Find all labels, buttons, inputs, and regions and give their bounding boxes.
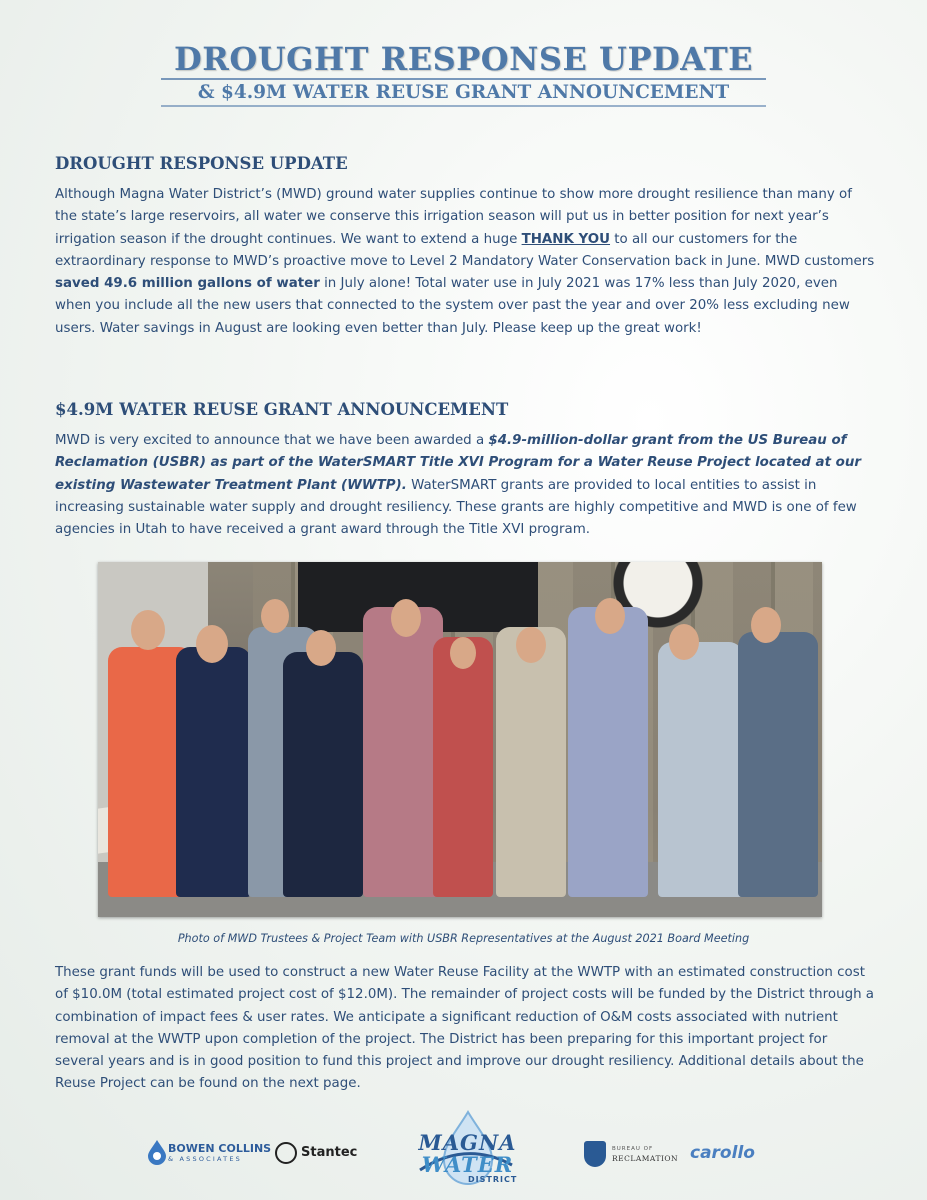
photo-person bbox=[568, 607, 648, 897]
bowen-collins-logo: BOWEN COLLINS bbox=[168, 1142, 272, 1155]
grant-paragraph bbox=[55, 430, 875, 541]
district-wordmark: DISTRICT bbox=[468, 1175, 518, 1184]
magna-water-logo bbox=[410, 1110, 525, 1190]
banner-divider bbox=[161, 78, 766, 80]
photo-person-head bbox=[516, 627, 546, 663]
photo-person-head bbox=[391, 599, 421, 637]
bowen-collins-drop-icon bbox=[146, 1139, 168, 1165]
grant-text-2: WaterSMART grants are provided to local entities to assist in increasing sustainable water supply and drought resiliency. These grants are highly competitive and MWD is one of few agencies in Utah to have received a grant award through the Title XVI program. bbox=[55, 477, 857, 538]
thank-you-text: THANK YOU bbox=[521, 231, 611, 247]
grant-award-text: $4.9-million-dollar grant from the US Bureau of Reclamation (USBR) as part of the WaterSMART Title XVI Program for a Water Reuse Project located at our existing Wastewater Treatment Plant (WWTP). bbox=[55, 433, 861, 493]
funding-paragraph: These grant funds will be used to construct a new Water Reuse Facility at the WWTP with an estimated construction cost of $10.0M (total estimated project cost of $12.0M). The remainder of project costs will be funded by the District through a combination of impact fees & user rates. We anticipate a significant reduction of O&M costs associated with nutrient removal at the WWTP upon completion of the project. The District has been preparing for this important project for several years and is in good position to fund this project and improve our drought resiliency. Additional details about the Reuse Project can be found on the next page. bbox=[55, 965, 875, 1092]
photo-person bbox=[433, 637, 493, 897]
grant-heading: $4.9M WATER REUSE GRANT ANNOUNCEMENT bbox=[55, 400, 509, 419]
magna-wordmark: MAGNA bbox=[418, 1130, 517, 1155]
grant-text-1: MWD is very excited to announce that we have been awarded a bbox=[55, 433, 489, 448]
photo-person-head bbox=[751, 607, 781, 643]
partner-logos bbox=[0, 1105, 927, 1195]
photo-person bbox=[283, 652, 363, 897]
photo-person-head bbox=[669, 624, 699, 660]
photo-person bbox=[738, 632, 818, 897]
photo-person-head bbox=[595, 598, 625, 634]
team-photo bbox=[98, 562, 822, 917]
photo-person-head bbox=[196, 625, 228, 663]
photo-person bbox=[176, 647, 251, 897]
drought-paragraph bbox=[55, 184, 875, 340]
banner-title: DROUGHT RESPONSE UPDATE bbox=[173, 40, 754, 78]
drought-text-1: Although Magna Water District’s (MWD) ground water supplies continue to show more drought resilience than many of the state’s large reservoirs, all water we conserve this irrigation season will put us in better position for next year’s irrigation season if the drought continues. We want to extend a huge bbox=[55, 187, 852, 247]
reclamation-logo-top: BUREAU OF bbox=[612, 1146, 654, 1152]
photo-person-head bbox=[261, 599, 289, 633]
saved-gallons-text: saved 49.6 million gallons of water bbox=[55, 276, 320, 292]
stantec-icon bbox=[275, 1142, 297, 1164]
reclamation-logo: RECLAMATION bbox=[612, 1154, 679, 1163]
banner-divider-lower bbox=[161, 105, 766, 107]
photo-person-head bbox=[131, 610, 165, 650]
carollo-logo: carollo bbox=[690, 1143, 755, 1163]
photo-caption: Photo of MWD Trustees & Project Team with USBR Representatives at the August 2021 Board Meeting bbox=[177, 932, 750, 945]
bowen-collins-sub: & ASSOCIATES bbox=[168, 1155, 242, 1163]
water-wordmark: WATER bbox=[421, 1152, 514, 1177]
drought-text-2: to all our customers for the extraordinary response to MWD’s proactive move to Level 2 Mandatory Water Conservation back in June. MWD customers bbox=[55, 231, 875, 269]
stantec-logo: Stantec bbox=[301, 1145, 358, 1160]
photo-person-head bbox=[450, 637, 476, 669]
photo-person bbox=[658, 642, 743, 897]
reclamation-badge-icon bbox=[584, 1141, 606, 1167]
drought-heading: DROUGHT RESPONSE UPDATE bbox=[55, 154, 348, 173]
drought-text-3: in July alone! Total water use in July 2021 was 17% less than July 2020, even when you include all the new users that connected to the system over past the year and over 20% less excluding new users. Water savings in August are looking even better than July. Please keep up the great work! bbox=[55, 276, 850, 336]
photo-person-head bbox=[306, 630, 336, 666]
banner-subtitle: & $4.9M WATER REUSE GRANT ANNOUNCEMENT bbox=[197, 82, 730, 103]
photo-person bbox=[363, 607, 443, 897]
banner bbox=[0, 40, 927, 107]
photo-person bbox=[496, 627, 566, 897]
